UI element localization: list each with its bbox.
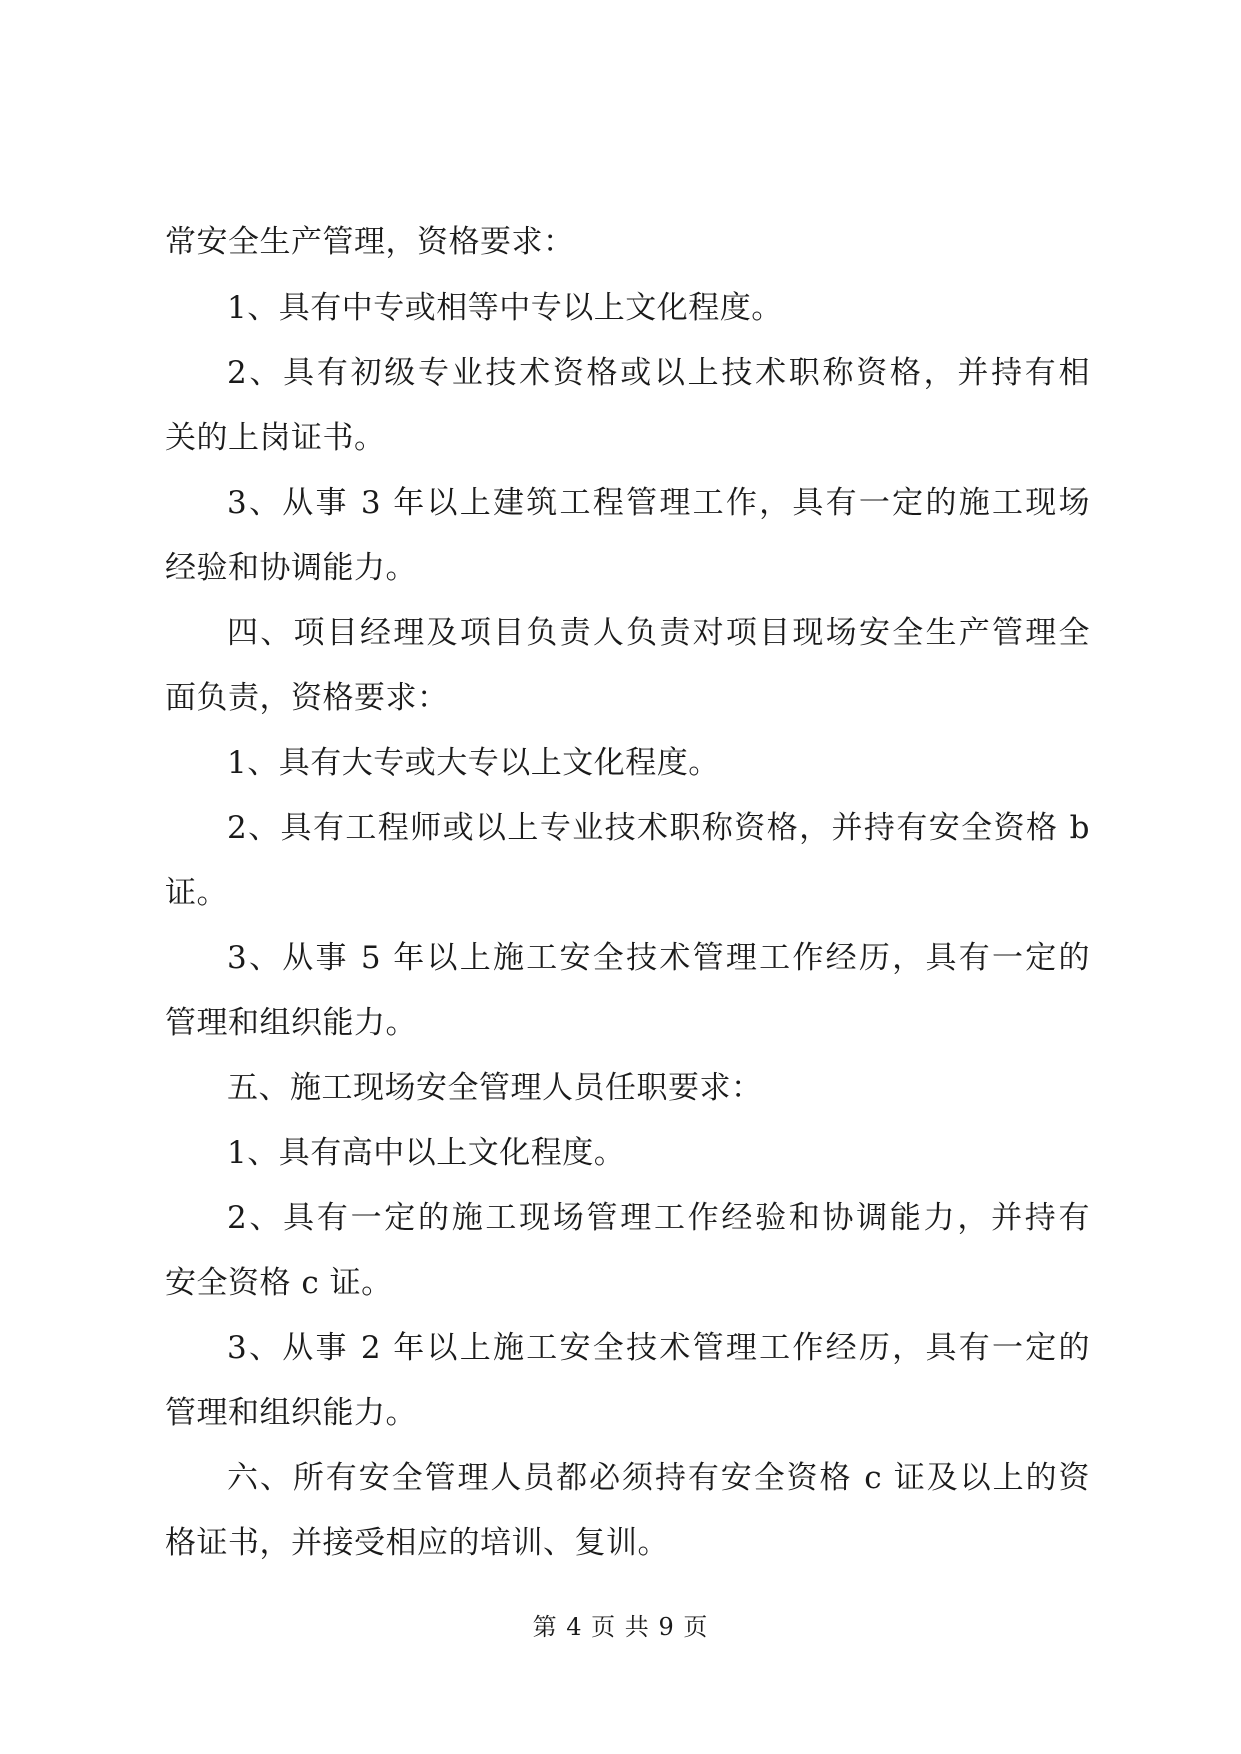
text-line: 五、施工现场安全管理人员任职要求：: [227, 1070, 763, 1106]
text-line: 2、具有工程师或以上专业技术职称资格，并持有安全资格 b: [227, 810, 1090, 846]
text-line: 格证书，并接受相应的培训、复训。: [165, 1525, 669, 1561]
text-line: 安全资格 c 证。: [165, 1265, 393, 1301]
text-line: 管理和组织能力。: [165, 1005, 417, 1041]
text-line: 2、具有初级专业技术资格或以上技术职称资格，并持有相: [227, 355, 1090, 391]
text-line: 3、从事 5 年以上施工安全技术管理工作经历，具有一定的: [227, 940, 1090, 976]
text-line: 2、具有一定的施工现场管理工作经验和协调能力，并持有: [227, 1200, 1090, 1236]
text-line: 常安全生产管理，资格要求：: [165, 224, 575, 260]
text-line: 四、项目经理及项目负责人负责对项目现场安全生产管理全: [227, 615, 1090, 651]
text-line: 1、具有高中以上文化程度。: [227, 1135, 626, 1171]
text-line: 3、从事 3 年以上建筑工程管理工作，具有一定的施工现场: [227, 485, 1090, 521]
text-line: 1、具有大专或大专以上文化程度。: [227, 745, 720, 781]
text-line: 3、从事 2 年以上施工安全技术管理工作经历，具有一定的: [227, 1330, 1090, 1366]
text-line: 证。: [165, 875, 228, 911]
text-line: 六、所有安全管理人员都必须持有安全资格 c 证及以上的资: [227, 1460, 1090, 1496]
text-line: 1、具有中专或相等中专以上文化程度。: [227, 290, 783, 326]
text-line: 管理和组织能力。: [165, 1395, 417, 1431]
text-line: 经验和协调能力。: [165, 550, 417, 586]
page-number-footer: 第 4 页 共 9 页: [532, 1613, 709, 1641]
text-line: 关的上岗证书。: [165, 420, 386, 456]
text-line: 面负责，资格要求：: [165, 680, 449, 716]
